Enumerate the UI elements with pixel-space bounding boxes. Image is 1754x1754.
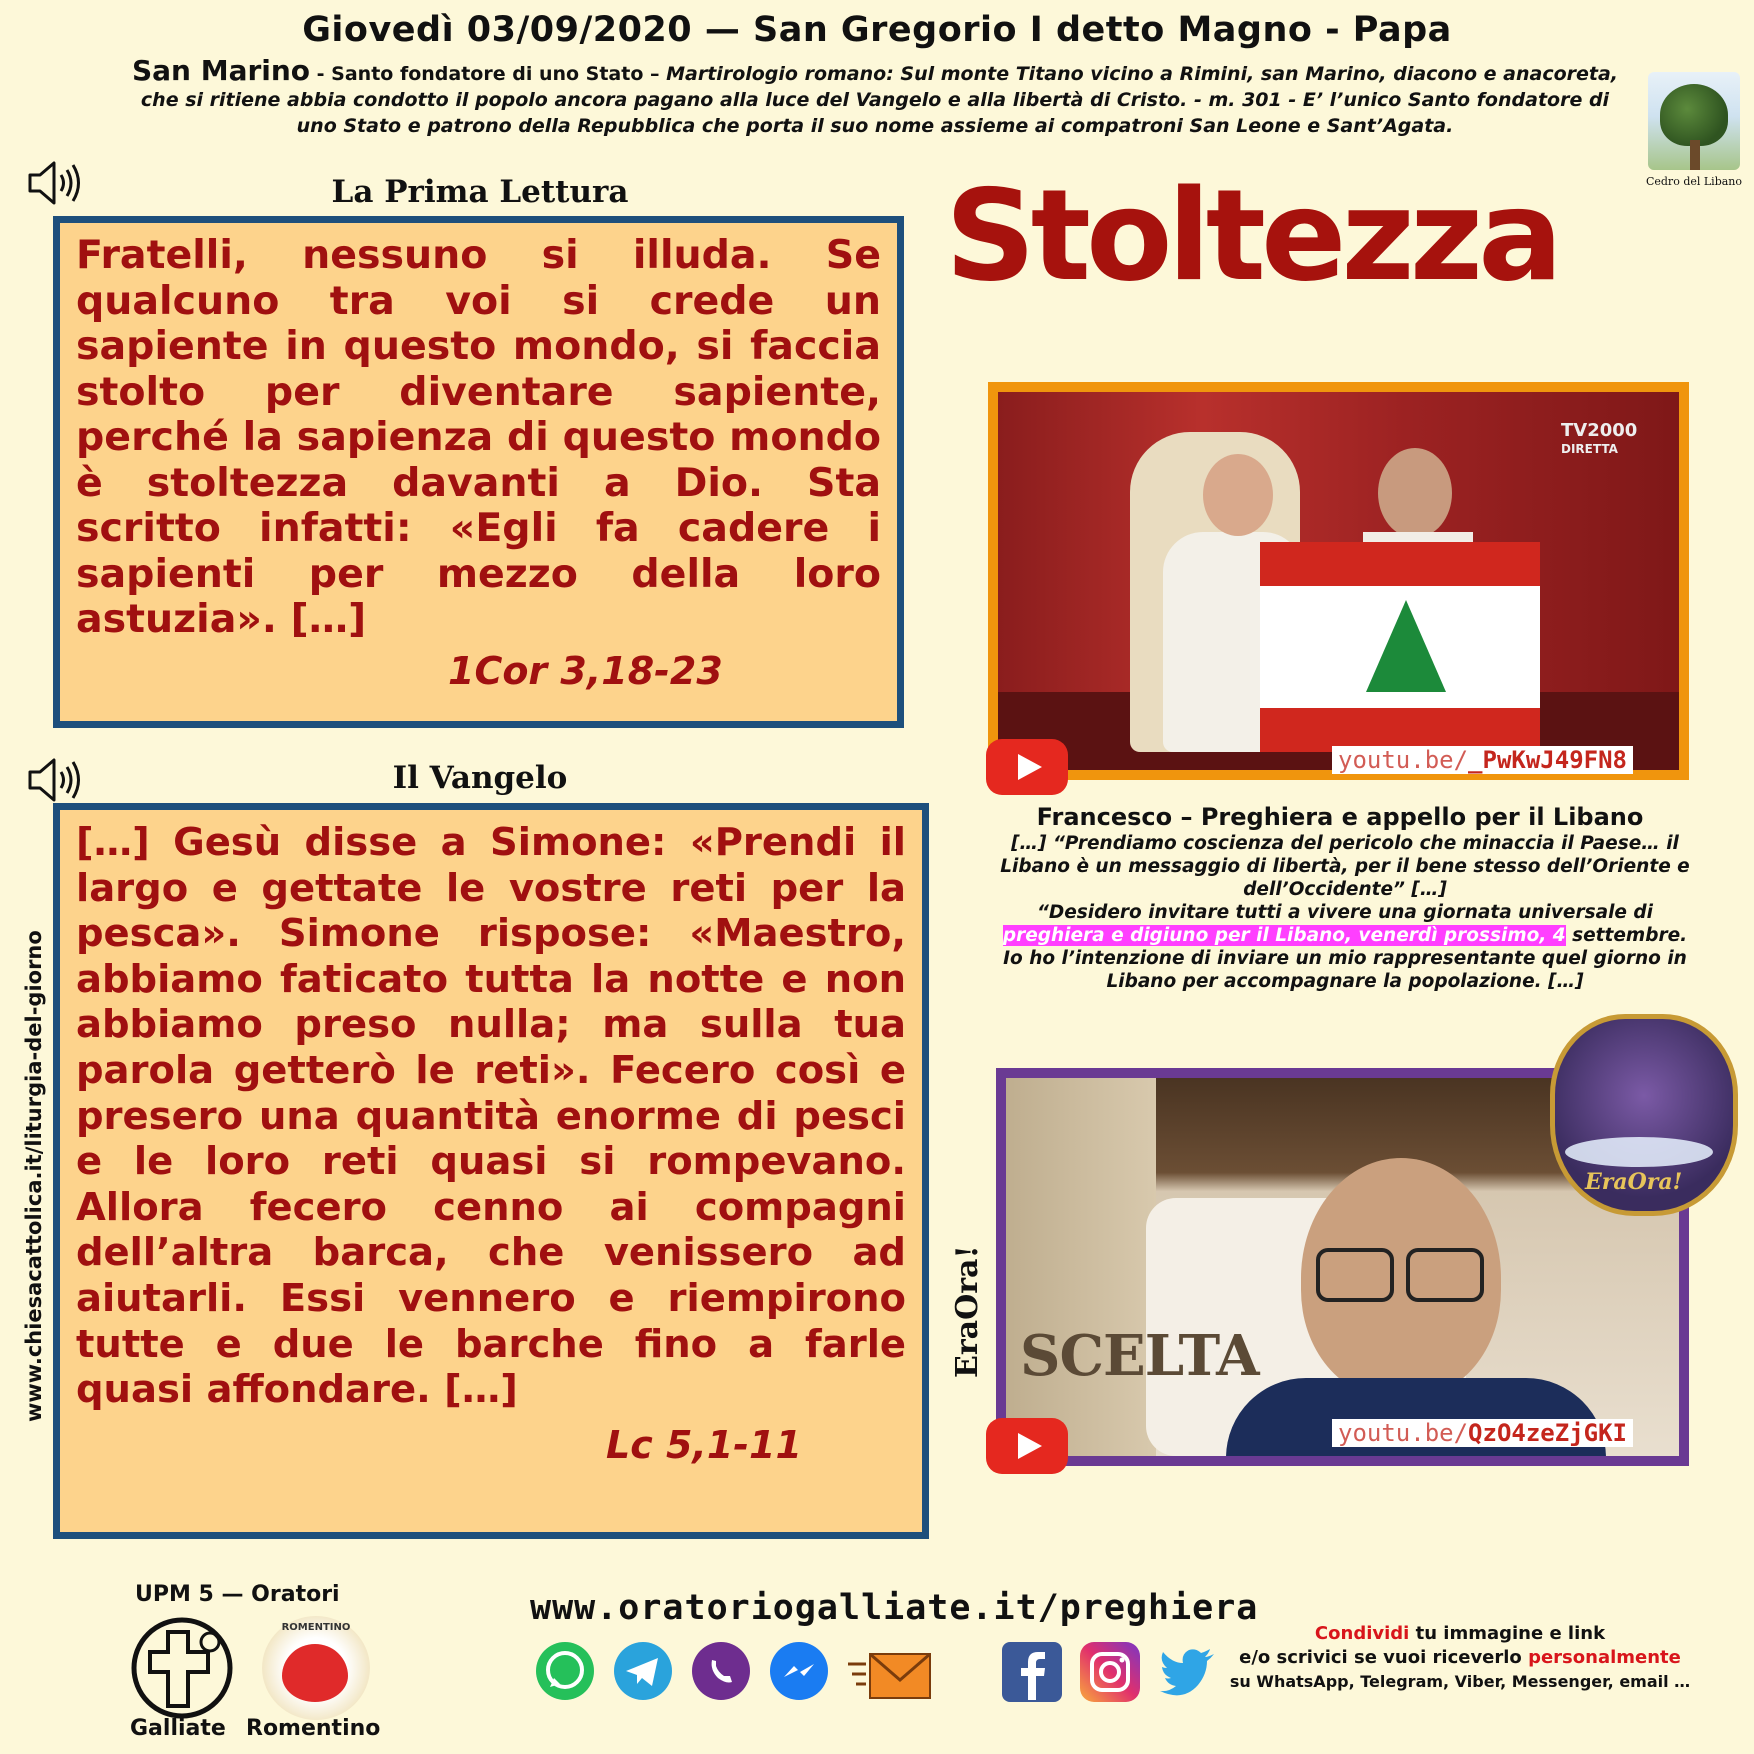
first-reading-box xyxy=(53,216,904,728)
saint-description xyxy=(125,54,1625,139)
first-reading-heading: La Prima Lettura xyxy=(331,174,629,210)
messenger-icon[interactable] xyxy=(768,1640,830,1702)
cedar-caption: Cedro del Libano xyxy=(1645,175,1743,188)
upm-label: UPM 5 — Oratori xyxy=(135,1582,340,1607)
eraora-logo xyxy=(1550,1014,1738,1216)
saint-martyrology: Martirologio romano: Sul monte Titano vicino a Rimini, san Marino, diacono e anacoreta, che si ritiene abbia condotto il popolo ancora pagano alla luce del Vangelo e alla libertà di Cristo. - m. 301 xyxy=(140,63,1619,111)
first-reading-text: Fratelli, nessuno si illuda. Se qualcuno tra voi si crede un sapiente in questo mondo, si faccia stolto per diventare sapiente, perché la sapienza di questo mondo è stoltezza davanti a Dio. Sta scritto infatti: «Egli fa cadere i sapienti per mezzo della loro astuzia». […] xyxy=(76,232,881,642)
eraora-vertical-label: EraOra! xyxy=(950,1245,985,1378)
share-info: Condividi tu immagine e link e/o scrivici se vuoi riceverlo personalmente su WhatsApp, Telegram, Viber, Messenger, email … xyxy=(1229,1623,1691,1691)
youtube-play-icon[interactable] xyxy=(986,1418,1068,1474)
gospel-reference: Lc 5,1-11 xyxy=(606,1422,802,1467)
whatsapp-icon[interactable] xyxy=(534,1640,596,1702)
main-title: Stoltezza xyxy=(945,162,1559,309)
video1-thumbnail[interactable] xyxy=(998,392,1679,770)
galliate-label: Galliate xyxy=(130,1716,226,1741)
gospel-heading: Il Vangelo xyxy=(392,760,568,796)
date-title: Giovedì 03/09/2020 — San Gregorio I detto Magno - Papa xyxy=(302,10,1452,50)
instagram-icon[interactable] xyxy=(1080,1642,1140,1702)
romentino-label: Romentino xyxy=(246,1716,381,1741)
email-icon[interactable] xyxy=(846,1646,934,1704)
video2-overlay-text: SCELTA xyxy=(1020,1323,1259,1389)
video1-caption: […] “Prendiamo coscienza del pericolo che minaccia il Paese… il Libano è un messaggio di libertà, per il bene stesso dell’Oriente e dell’Occidente” […] “Desidero invitare tutti a vivere una giornata universale di preghiera e digiuno per il Libano, venerdì prossimo, 4 settembre. Io ho l’intenzione di inviare un mio rappresentante quel giorno in Libano per accompagnare la popolazione. […] xyxy=(1000,833,1690,992)
gospel-box xyxy=(53,803,929,1539)
footer-website-link[interactable]: www.oratoriogalliate.it/preghiera xyxy=(530,1588,1259,1628)
tv-logo: TV2000 DIRETTA xyxy=(1561,420,1638,456)
video2-link[interactable]: youtu.be/QzO4zeZjGKI xyxy=(1332,1419,1633,1447)
video1-frame[interactable] xyxy=(988,382,1689,780)
youtube-play-icon[interactable] xyxy=(986,739,1068,795)
facebook-icon[interactable] xyxy=(1002,1642,1062,1702)
saint-name: San Marino xyxy=(131,54,311,87)
telegram-icon[interactable] xyxy=(612,1640,674,1702)
viber-icon[interactable] xyxy=(690,1640,752,1702)
speaker-icon[interactable] xyxy=(26,158,84,208)
speaker-icon[interactable] xyxy=(26,755,84,805)
video1-caption-title: Francesco – Preghiera e appello per il Libano xyxy=(1036,803,1644,831)
liturgy-vertical-link[interactable]: www.chiesacattolica.it/liturgia-del-giorno xyxy=(22,930,46,1422)
gospel-text: […] Gesù disse a Simone: «Prendi il largo e gettate le vostre reti per la pesca». Simone rispose: «Maestro, abbiamo faticato tutta la notte e non abbiamo preso nulla; ma sulla tua parola getterò le reti». Fecero così e presero una quantità enorme di pesci e le loro reti quasi si rompevano. Allora fecero cenno ai compagni dell’altra barca, che venissero ad aiutarli. Essi vennero e riempirono tutte e due le barche fino a farle quasi affondare. […] xyxy=(76,820,906,1413)
oratorio-romentino-logo: ROMENTINO xyxy=(262,1616,370,1720)
cedar-image xyxy=(1648,72,1740,170)
first-reading-reference: 1Cor 3,18-23 xyxy=(448,648,723,693)
saint-tail: - E’ l’unico Santo fondatore di uno Stato e patrono della Repubblica che porta il suo nome assieme ai compatroni San Leone e Sant’Agata. xyxy=(296,89,1610,137)
video1-link[interactable]: youtu.be/_PwKwJ49FN8 xyxy=(1332,746,1633,774)
eraora-logo-text: EraOra! xyxy=(1585,1169,1683,1195)
oratorio-galliate-logo xyxy=(128,1614,236,1724)
saint-subtitle: - Santo fondatore di uno Stato – xyxy=(310,63,667,85)
